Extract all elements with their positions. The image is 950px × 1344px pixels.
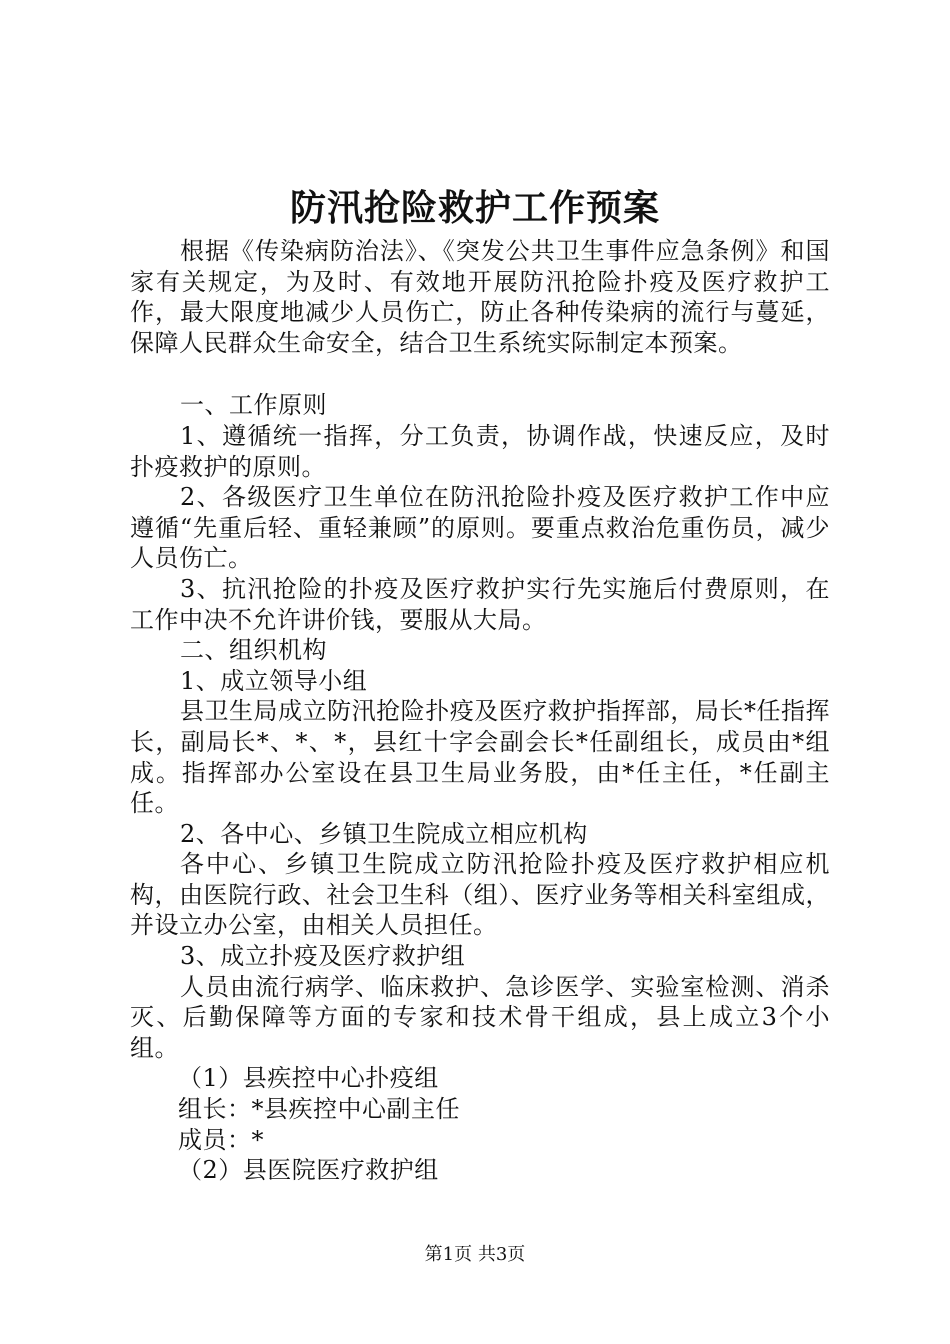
paragraph-principle-1: 1、遵循统一指挥，分工负责，协调作战，快速反应，及时扑疫救护的原则。: [130, 421, 830, 481]
list-item-hospital-group: （2）县医院医疗救护组: [178, 1156, 439, 1185]
document-title: 防汛抢险救护工作预案: [289, 187, 660, 229]
list-item-cdc-group: （1）县疾控中心扑疫组: [178, 1064, 439, 1093]
paragraph-intro: 根据《传染病防治法》、《突发公共卫生事件应急条例》和国家有关规定，为及时、有效地开展防汛抢险扑疫及医疗救护工作，最大限度地减少人员伤亡，防止各种传染病的流行与蔓延，保障人民群众生命安全，结合卫生系统实际制定本预案。: [130, 237, 830, 357]
document-body: [130, 236, 830, 1186]
page-number-footer: 第1页 共3页: [424, 1244, 526, 1265]
subheading-leadership-group: 1、成立领导小组: [180, 666, 368, 695]
paragraph-local-bodies: 各中心、乡镇卫生院成立防汛抢险扑疫及医疗救护相应机构，由医院行政、社会卫生科（组）、医疗业务等相关科室组成，并设立办公室，由相关人员担任。: [130, 850, 830, 940]
section-heading-principles: 一、工作原则: [180, 391, 327, 420]
paragraph-principle-2: 2、各级医疗卫生单位在防汛抢险扑疫及医疗救护工作中应遵循“先重后轻、重轻兼顾”的原则。要重点救治危重伤员，减少人员伤亡。: [130, 483, 830, 573]
subheading-local-bodies: 2、各中心、乡镇卫生院成立相应机构: [180, 819, 588, 848]
list-item-group-leader: 组长：*县疾控中心副主任: [178, 1095, 460, 1124]
section-heading-organization: 二、组织机构: [180, 636, 327, 665]
paragraph-spacer: [130, 358, 830, 390]
paragraph-principle-3: 3、抗汛抢险的扑疫及医疗救护实行先实施后付费原则，在工作中决不允许讲价钱，要服从大局。: [130, 574, 830, 634]
paragraph-leadership-group: 县卫生局成立防汛抢险扑疫及医疗救护指挥部，局长*任指挥长，副局长*、*、*，县红十字会副会长*任副组长，成员由*组成。指挥部办公室设在县卫生局业务股，由*任主任，*任副主任。: [130, 697, 830, 818]
list-item-group-members: 成员：*: [178, 1125, 264, 1154]
paragraph-rescue-groups: 人员由流行病学、临床救护、急诊医学、实验室检测、消杀灭、后勤保障等方面的专家和技术骨干组成，县上成立3个小组。: [130, 972, 830, 1062]
subheading-rescue-groups: 3、成立扑疫及医疗救护组: [180, 942, 466, 971]
